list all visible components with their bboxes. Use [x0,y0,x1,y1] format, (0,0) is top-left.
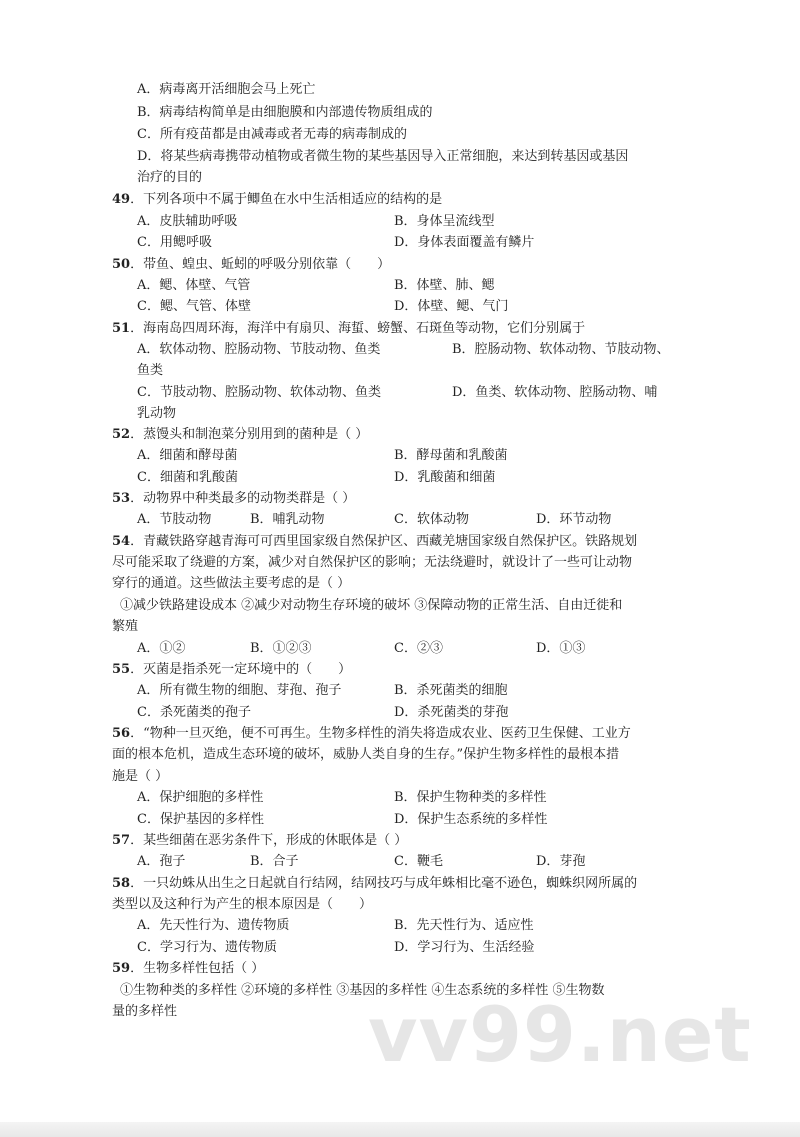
q50-option-c: C．鳃、气管、体壁 [137,299,251,314]
q51-number: 51 [112,321,131,336]
q57-stem [112,831,407,851]
q57-number: 57 [112,833,131,848]
q53-option-b: B．哺乳动物 [250,512,325,527]
q49-option-b: B．身体呈流线型 [394,214,495,229]
q57-option-d: D．芽孢 [536,854,586,869]
q59-number: 59 [112,961,131,976]
q55-stem-text: ．灭菌是指杀死一定环境中的（ ） [130,662,352,677]
q58-option-a: A．先天性行为、遗传物质 [137,918,290,933]
q54-option-a: A．①② [137,641,186,656]
q52-option-c: C．细菌和乳酸菌 [137,470,238,485]
q58-stem-line1 [112,874,637,894]
q57-option-c: C．鞭毛 [394,854,443,869]
q49-option-c: C．用鳃呼吸 [137,235,212,250]
q50-option-a: A．鳃、体壁、气管 [137,278,251,293]
q50-stem-text: ．带鱼、蝗虫、蚯蚓的呼吸分别依靠（ ） [130,257,391,272]
q54-statements-line1: ①减少铁路建设成本 ②减少对动物生存环境的破坏 ③保障动物的正常生活、自由迁徙和 [120,598,623,613]
q50-stem [112,255,390,275]
q51-stem-text: ．海南岛四周环海，海洋中有扇贝、海蜇、螃蟹、石斑鱼等动物，它们分别属于 [130,321,586,336]
q55-option-c: C．杀死菌类的孢子 [137,705,251,720]
q49-stem [112,190,442,210]
q54-stem-line2: 尽可能采取了绕避的方案，减少对自然保护区的影响；无法绕避时，就设计了一些可让动物 [112,555,633,570]
q51-stem [112,319,585,339]
q49-stem-text: ．下列各项中不属于鲫鱼在水中生活相适应的结构的是 [130,192,443,207]
q56-stem-line1 [112,724,631,744]
q51-option-d-line2: 乳动物 [137,406,177,421]
q58-stem-line2: 类型以及这种行为产生的根本原因是（ ） [112,897,373,912]
q56-option-a: A．保护细胞的多样性 [137,790,264,805]
q52-option-d: D．乳酸菌和细菌 [394,470,496,485]
q58-option-c: C．学习行为、遗传物质 [137,940,277,955]
q49-option-d: D．身体表面覆盖有鳞片 [394,235,535,250]
q54-stem-line1 [112,532,637,552]
q53-option-d: D．环节动物 [536,512,612,527]
q50-option-b: B．体壁、肺、鳃 [394,278,495,293]
q55-option-b: B．杀死菌类的细胞 [394,683,508,698]
q56-option-d: D．保护生态系统的多样性 [394,812,548,827]
q55-option-d: D．杀死菌类的芽孢 [394,705,509,720]
q59-stem [112,959,264,979]
q58-option-b: B．先天性行为、适应性 [394,918,534,933]
q51-option-b-line1: B．腔肠动物、软体动物、节肢动物、 [452,342,670,357]
q55-stem [112,660,351,680]
q48-option-d-line1: D．将某些病毒携带动植物或者微生物的某些基因导入正常细胞，来达到转基因或基因 [137,149,629,164]
q54-number: 54 [112,534,131,549]
q50-option-d: D．体壁、鳃、气门 [394,299,509,314]
q57-stem-text: ．某些细菌在恶劣条件下，形成的休眠体是（ ） [130,833,408,848]
watermark: vv99.net [368,990,752,1079]
q54-option-d: D．①③ [536,641,586,656]
q56-stem-line2: 面的根本危机，造成生态环境的破坏，威胁人类自身的生存。”保护生物多样性的最根本措 [112,747,620,762]
q57-option-b: B．合子 [250,854,299,869]
q48-option-a: A．病毒离开活细胞会马上死亡 [137,82,316,97]
q56-option-c: C．保护基因的多样性 [137,812,264,827]
q52-number: 52 [112,427,131,442]
q59-statements-line2: 量的多样性 [112,1004,178,1019]
q51-option-c: C．节肢动物、腔肠动物、软体动物、鱼类 [137,385,381,400]
q50-number: 50 [112,257,131,272]
q55-number: 55 [112,662,131,677]
q54-stem-text: ．青藏铁路穿越青海可可西里国家级自然保护区、西藏羌塘国家级自然保护区。铁路规划 [130,534,638,549]
q59-stem-text: ．生物多样性包括（ ） [130,961,265,976]
q51-option-b-line2: 鱼类 [137,363,164,378]
q48-option-c: C．所有疫苗都是由减毒或者无毒的病毒制成的 [137,127,407,142]
q52-stem [112,425,368,445]
q56-stem-line3: 施是（ ） [112,769,169,784]
page-bottom-edge [0,1122,800,1137]
q49-option-a: A．皮肤辅助呼吸 [137,214,238,229]
q56-stem-text: ．“物种一旦灭绝，便不可再生。生物多样性的消失将造成农业、医药卫生保健、工业方 [130,726,631,741]
q58-option-d: D．学习行为、生活经验 [394,940,535,955]
q53-option-a: A．节肢动物 [137,512,212,527]
q48-option-b: B．病毒结构简单是由细胞膜和内部遗传物质组成的 [137,105,433,120]
q55-option-a: A．所有微生物的细胞、芽孢、孢子 [137,683,342,698]
q52-stem-text: ．蒸馒头和制泡菜分别用到的菌种是（ ） [130,427,369,442]
q48-option-d-line2: 治疗的目的 [137,170,203,185]
q54-statements-line2: 繁殖 [112,619,139,634]
q58-stem-text: ．一只幼蛛从出生之日起就自行结网，结网技巧与成年蛛相比毫不逊色，蜘蛛织网所属的 [130,876,638,891]
q57-option-a: A．孢子 [137,854,186,869]
q53-stem-text: ．动物界中种类最多的动物类群是（ ） [130,491,356,506]
q52-option-b: B．酵母菌和乳酸菌 [394,448,508,463]
q54-stem-line3: 穿行的通道。这些做法主要考虑的是（ ） [112,576,351,591]
q51-option-d-line1: D．鱼类、软体动物、腔肠动物、哺 [452,385,658,400]
q54-option-b: B．①②③ [250,641,312,656]
q54-option-c: C．②③ [394,641,443,656]
q49-number: 49 [112,192,131,207]
q56-option-b: B．保护生物种类的多样性 [394,790,547,805]
q52-option-a: A．细菌和酵母菌 [137,448,238,463]
q58-number: 58 [112,876,131,891]
q53-option-c: C．软体动物 [394,512,469,527]
q56-number: 56 [112,726,131,741]
q53-number: 53 [112,491,131,506]
q59-statements-line1: ①生物种类的多样性 ②环境的多样性 ③基因的多样性 ④生态系统的多样性 ⑤生物数 [120,983,605,998]
q51-option-a: A．软体动物、腔肠动物、节肢动物、鱼类 [137,342,381,357]
q53-stem [112,489,355,509]
